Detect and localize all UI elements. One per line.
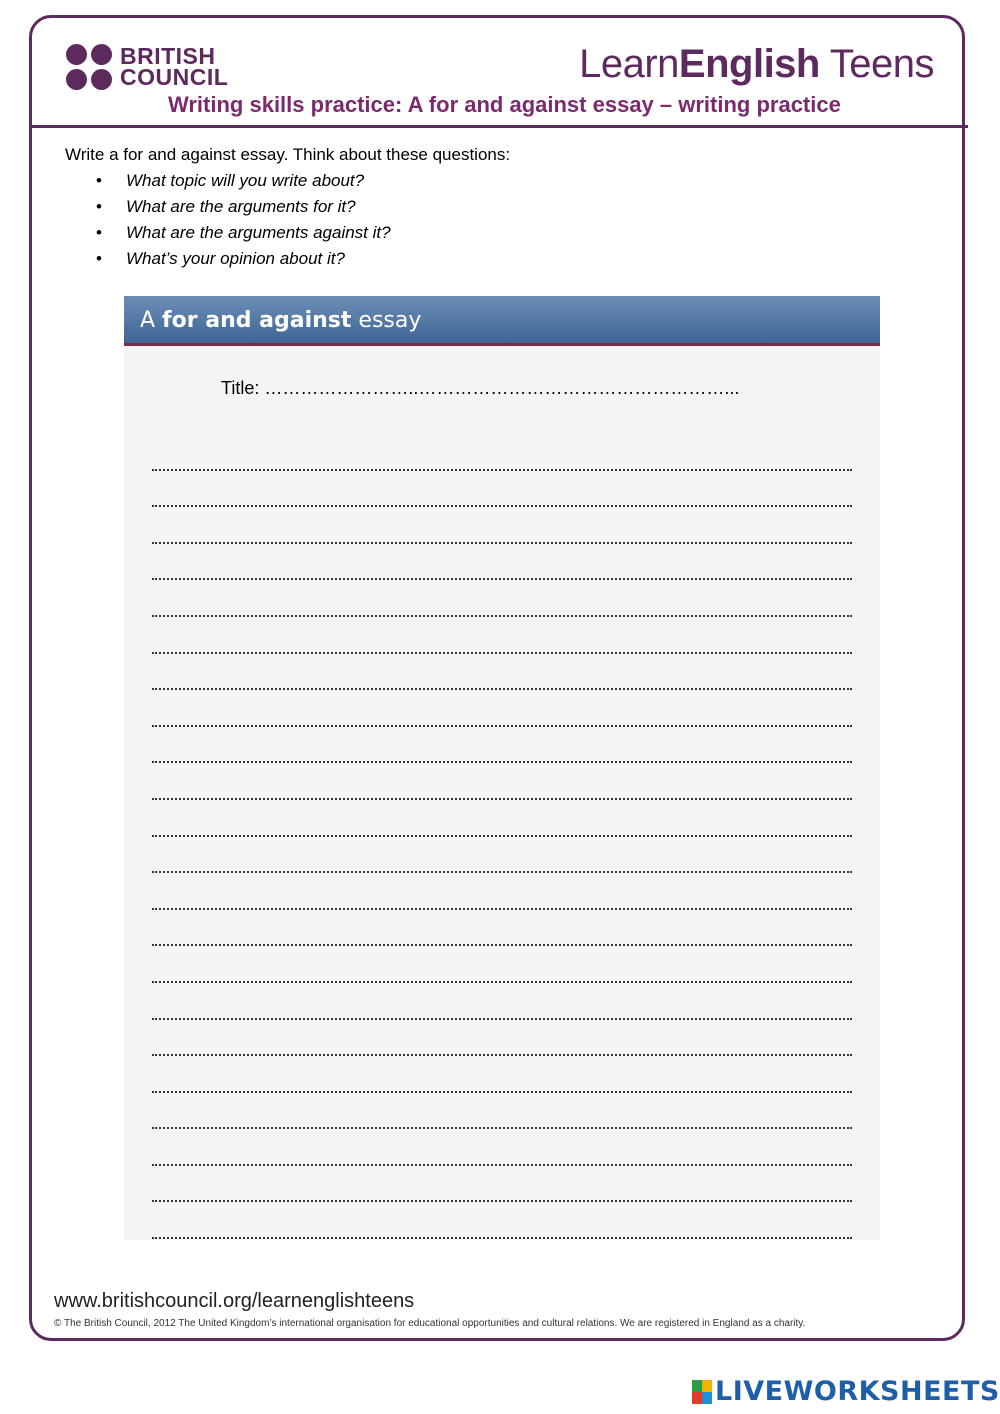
instructions: Write a for and against essay. Think about these questions: (65, 145, 511, 164)
essay-title-field[interactable]: Title: ……………………..……………………………………………... (221, 378, 740, 398)
writing-line[interactable] (152, 837, 852, 874)
writing-line[interactable] (152, 434, 852, 471)
writing-line[interactable] (152, 727, 852, 764)
liveworksheets-badge-icon (692, 1380, 712, 1404)
footer-copyright: © The British Council, 2012 The United Kingdom’s international organisation for educational opportunities and cultural relations. We are registered in England as a charity. (54, 1318, 806, 1329)
essay-writing-box (124, 296, 880, 1240)
writing-line[interactable] (152, 983, 852, 1020)
essay-header-a: A (140, 308, 163, 333)
writing-line[interactable] (152, 580, 852, 617)
question-item: • What’s your opinion about it? (96, 248, 391, 274)
british-council-logo (66, 44, 228, 90)
essay-header-rest: essay (351, 308, 422, 333)
page-title: Writing skills practice: A for and against essay – writing practice (168, 92, 841, 117)
bc-line-2: COUNCIL (120, 64, 229, 90)
header-divider (29, 125, 968, 128)
writing-line[interactable] (152, 1093, 852, 1130)
question-item: • What are the arguments against it? (96, 222, 391, 248)
question-item: • What topic will you write about? (96, 170, 391, 196)
writing-line[interactable] (152, 1020, 852, 1057)
writing-line[interactable] (152, 1056, 852, 1093)
liveworksheets-text: LIVEWORKSHEETS (715, 1376, 1000, 1407)
writing-line[interactable] (152, 910, 852, 947)
writing-line[interactable] (152, 1202, 852, 1239)
writing-line[interactable] (152, 544, 852, 581)
essay-header (124, 296, 880, 346)
writing-lines[interactable] (152, 434, 852, 1239)
logo-learn: Learn (579, 42, 679, 86)
learnenglish-teens-logo (579, 42, 934, 87)
writing-line[interactable] (152, 617, 852, 654)
logo-teens: Teens (819, 42, 934, 86)
writing-line[interactable] (152, 1129, 852, 1166)
liveworksheets-logo (692, 1376, 1000, 1407)
writing-line[interactable] (152, 690, 852, 727)
writing-line[interactable] (152, 471, 852, 508)
writing-line[interactable] (152, 654, 852, 691)
writing-line[interactable] (152, 873, 852, 910)
question-list (96, 170, 391, 274)
writing-line[interactable] (152, 946, 852, 983)
writing-line[interactable] (152, 1166, 852, 1203)
writing-line[interactable] (152, 763, 852, 800)
question-item: • What are the arguments for it? (96, 196, 391, 222)
logo-english: English (678, 42, 820, 86)
bc-line-1: BRITISH (120, 43, 216, 69)
footer-url: www.britishcouncil.org/learnenglishteens (54, 1290, 415, 1312)
writing-line[interactable] (152, 507, 852, 544)
essay-header-bold: for and against (162, 308, 352, 333)
writing-line[interactable] (152, 800, 852, 837)
british-council-dots-icon (66, 44, 112, 90)
